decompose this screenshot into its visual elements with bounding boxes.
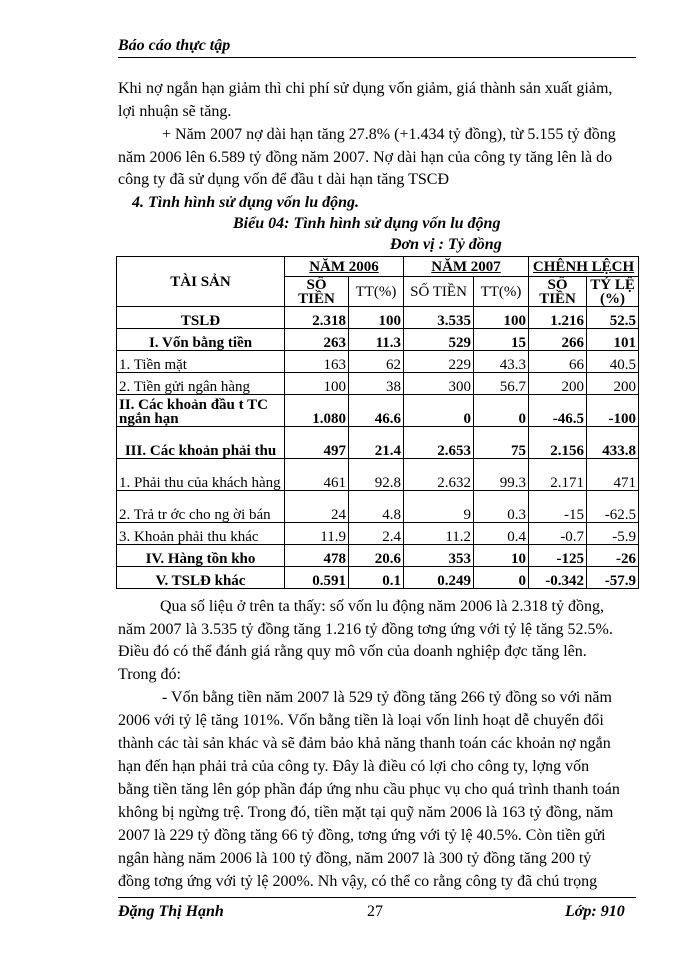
cell-money-2006: 100 xyxy=(285,373,349,395)
table-row xyxy=(117,567,639,589)
text-line: + Năm 2007 nợ dài hạn tăng 27.8% (+1.434 tỷ đồng), từ 5.155 tỷ đồng xyxy=(162,126,616,143)
table-row xyxy=(117,523,639,545)
cell-rate-diff: -26 xyxy=(587,545,639,567)
cell-share-2006: 62 xyxy=(349,351,404,373)
text-line: 2006 với tỷ lệ tăng 101%. Vốn bằng tiền là loại vốn linh hoạt dễ chuyển đổi xyxy=(118,712,604,729)
cell-share-2006: 38 xyxy=(349,373,404,395)
row-label: I. Vốn bằng tiền xyxy=(117,329,285,351)
cell-rate-diff: 40.5 xyxy=(587,351,639,373)
cell-money-diff: -46.5 xyxy=(529,395,587,427)
text-line: công ty đã sử dụng vốn để đầu t dài hạn tăng TSCĐ xyxy=(118,171,449,188)
cell-share-2007: 0 xyxy=(474,395,529,427)
cell-money-diff: -125 xyxy=(529,545,587,567)
cell-money-diff: 200 xyxy=(529,373,587,395)
cell-share-2007: 43.3 xyxy=(474,351,529,373)
cell-share-2007: 0.4 xyxy=(474,523,529,545)
cell-rate-diff: -57.9 xyxy=(587,567,639,589)
cell-share-2006: 100 xyxy=(349,307,404,329)
cell-money-2006: 263 xyxy=(285,329,349,351)
cell-money-2007: 11.2 xyxy=(404,523,474,545)
header-difference: CHÊNH LỆCH xyxy=(529,257,639,277)
cell-money-2007: 300 xyxy=(404,373,474,395)
table-row xyxy=(117,459,639,491)
cell-money-diff: -0.7 xyxy=(529,523,587,545)
cell-share-2006: 4.8 xyxy=(349,491,404,523)
cell-share-2007: 0.3 xyxy=(474,491,529,523)
row-label: V. TSLĐ khác xyxy=(117,567,285,589)
table-row xyxy=(117,351,639,373)
cell-money-2007: 2.653 xyxy=(404,427,474,459)
text-line: hạn đến hạn phải trả của công ty. Đây là điều có lợi cho công ty, lợng vốn xyxy=(118,758,590,775)
row-label: 1. Tiền mặt xyxy=(117,351,285,373)
header-rule xyxy=(118,57,636,58)
text-line: Khi nợ ngắn hạn giảm thì chi phí sử dụng vốn giảm, giá thành sản xuất giảm, xyxy=(118,80,613,97)
text-line: Trong đó: xyxy=(118,666,181,683)
text-line: đồng tơng ứng với tỷ lệ 200%. Nh vậy, có thể co rằng công ty đã chú trọng xyxy=(118,873,598,890)
table-row xyxy=(117,329,639,351)
cell-rate-diff: -62.5 xyxy=(587,491,639,523)
row-label: TSLĐ xyxy=(117,307,285,329)
table-row xyxy=(117,373,639,395)
cell-rate-diff: -100 xyxy=(587,395,639,427)
cell-share-2006: 92.8 xyxy=(349,459,404,491)
text-line: năm 2007 là 3.535 tỷ đồng tăng 1.216 tỷ đồng tơng ứng với tỷ lệ tăng 52.5%. xyxy=(118,621,613,638)
text-line: không bị ngừng trệ. Trong đó, tiền mặt tại quỹ năm 2006 là 163 tỷ đồng, năm xyxy=(118,804,614,821)
cell-money-2007: 353 xyxy=(404,545,474,567)
footer-class: Lớp: 910 xyxy=(565,903,625,920)
asset-table xyxy=(116,256,639,589)
header-share-2006: TT(%) xyxy=(349,277,404,307)
cell-money-2006: 0.591 xyxy=(285,567,349,589)
cell-rate-diff: 52.5 xyxy=(587,307,639,329)
row-label: IV. Hàng tồn kho xyxy=(117,545,285,567)
cell-share-2006: 46.6 xyxy=(349,395,404,427)
table-unit: Đơn vị : Tỷ đồng xyxy=(390,236,502,253)
table-row xyxy=(117,395,639,427)
page-number: 27 xyxy=(367,903,383,920)
cell-share-2006: 11.3 xyxy=(349,329,404,351)
section-heading: 4. Tình hình sử dụng vốn lu động. xyxy=(132,194,360,211)
header-year-2006: NĂM 2006 xyxy=(285,257,404,277)
text-line: Điều đó có thể đánh giá rằng quy mô vốn của doanh nghiệp đợc tăng lên. xyxy=(118,643,587,660)
text-line: 2007 là 229 tỷ đồng tăng 66 tỷ đồng, tơng ứng với tỷ lệ 40.5%. Còn tiền gửi xyxy=(118,827,606,844)
table-row xyxy=(117,307,639,329)
header-money-2006: SỐ TIỀN xyxy=(285,277,349,307)
cell-money-2006: 461 xyxy=(285,459,349,491)
cell-rate-diff: 200 xyxy=(587,373,639,395)
footer-author: Đặng Thị Hạnh xyxy=(118,903,224,920)
cell-money-2007: 0.249 xyxy=(404,567,474,589)
cell-money-diff: 1.216 xyxy=(529,307,587,329)
cell-money-2007: 3.535 xyxy=(404,307,474,329)
cell-money-2007: 2.632 xyxy=(404,459,474,491)
cell-money-diff: 66 xyxy=(529,351,587,373)
cell-money-2006: 163 xyxy=(285,351,349,373)
cell-money-2006: 497 xyxy=(285,427,349,459)
footer-rule xyxy=(118,897,636,898)
header-asset: TÀI SẢN xyxy=(117,257,285,307)
cell-money-2006: 24 xyxy=(285,491,349,523)
cell-share-2007: 0 xyxy=(474,567,529,589)
cell-share-2006: 0.1 xyxy=(349,567,404,589)
table-row xyxy=(117,427,639,459)
cell-money-diff: -15 xyxy=(529,491,587,523)
text-line: - Vốn bằng tiền năm 2007 là 529 tỷ đồng tăng 266 tỷ đồng so với năm xyxy=(162,689,612,706)
text-line: năm 2006 lên 6.589 tỷ đồng năm 2007. Nợ dài hạn của công ty tăng lên là do xyxy=(118,149,613,166)
cell-rate-diff: 101 xyxy=(587,329,639,351)
cell-money-diff: 2.171 xyxy=(529,459,587,491)
cell-money-2006: 1.080 xyxy=(285,395,349,427)
row-label: III. Các khoản phải thu xyxy=(117,427,285,459)
header-share-2007: TT(%) xyxy=(474,277,529,307)
cell-share-2007: 15 xyxy=(474,329,529,351)
header-money-diff: SỐ TIỀN xyxy=(529,277,587,307)
cell-money-diff: -0.342 xyxy=(529,567,587,589)
cell-money-2007: 529 xyxy=(404,329,474,351)
cell-share-2007: 56.7 xyxy=(474,373,529,395)
cell-share-2007: 10 xyxy=(474,545,529,567)
cell-share-2007: 99.3 xyxy=(474,459,529,491)
table-caption: Biểu 04: Tình hình sử dụng vốn lu động xyxy=(233,215,501,232)
header-year-2007: NĂM 2007 xyxy=(404,257,529,277)
cell-rate-diff: -5.9 xyxy=(587,523,639,545)
cell-share-2006: 20.6 xyxy=(349,545,404,567)
text-line: thành các tài sản khác và sẽ đảm bảo khả năng thanh toán các khoản nợ ngắn xyxy=(118,735,611,752)
row-label: II. Các khoản đầu t TC ngắn hạn xyxy=(117,395,285,427)
cell-money-2007: 229 xyxy=(404,351,474,373)
row-label: 3. Khoản phải thu khác xyxy=(117,523,285,545)
cell-money-diff: 266 xyxy=(529,329,587,351)
page-header-title: Báo cáo thực tập xyxy=(118,37,231,54)
row-label: 1. Phải thu của khách hàng xyxy=(117,459,285,491)
cell-money-2006: 478 xyxy=(285,545,349,567)
cell-rate-diff: 433.8 xyxy=(587,427,639,459)
cell-money-diff: 2.156 xyxy=(529,427,587,459)
table-row xyxy=(117,491,639,523)
cell-money-2007: 9 xyxy=(404,491,474,523)
text-line: bằng tiền tăng lên góp phần đáp ứng nhu cầu phục vụ cho quá trình thanh toán xyxy=(118,781,620,798)
header-rate-diff: TỶ LỆ (%) xyxy=(587,277,639,307)
row-label: 2. Tiền gửi ngân hàng xyxy=(117,373,285,395)
cell-share-2006: 2.4 xyxy=(349,523,404,545)
text-line: ngân hàng năm 2006 là 100 tỷ đồng, năm 2007 là 300 tỷ đồng tăng 200 tỷ xyxy=(118,850,592,867)
cell-rate-diff: 471 xyxy=(587,459,639,491)
cell-money-2006: 11.9 xyxy=(285,523,349,545)
cell-money-2007: 0 xyxy=(404,395,474,427)
table-row xyxy=(117,545,639,567)
header-money-2007: SỐ TIỀN xyxy=(404,277,474,307)
text-line: lợi nhuận sẽ tăng. xyxy=(118,103,232,120)
cell-share-2007: 100 xyxy=(474,307,529,329)
cell-share-2007: 75 xyxy=(474,427,529,459)
cell-money-2006: 2.318 xyxy=(285,307,349,329)
text-line: Qua số liệu ở trên ta thấy: số vốn lu động năm 2006 là 2.318 tỷ đồng, xyxy=(160,598,604,615)
cell-share-2006: 21.4 xyxy=(349,427,404,459)
row-label: 2. Trả tr ớc cho ng ời bán xyxy=(117,491,285,523)
